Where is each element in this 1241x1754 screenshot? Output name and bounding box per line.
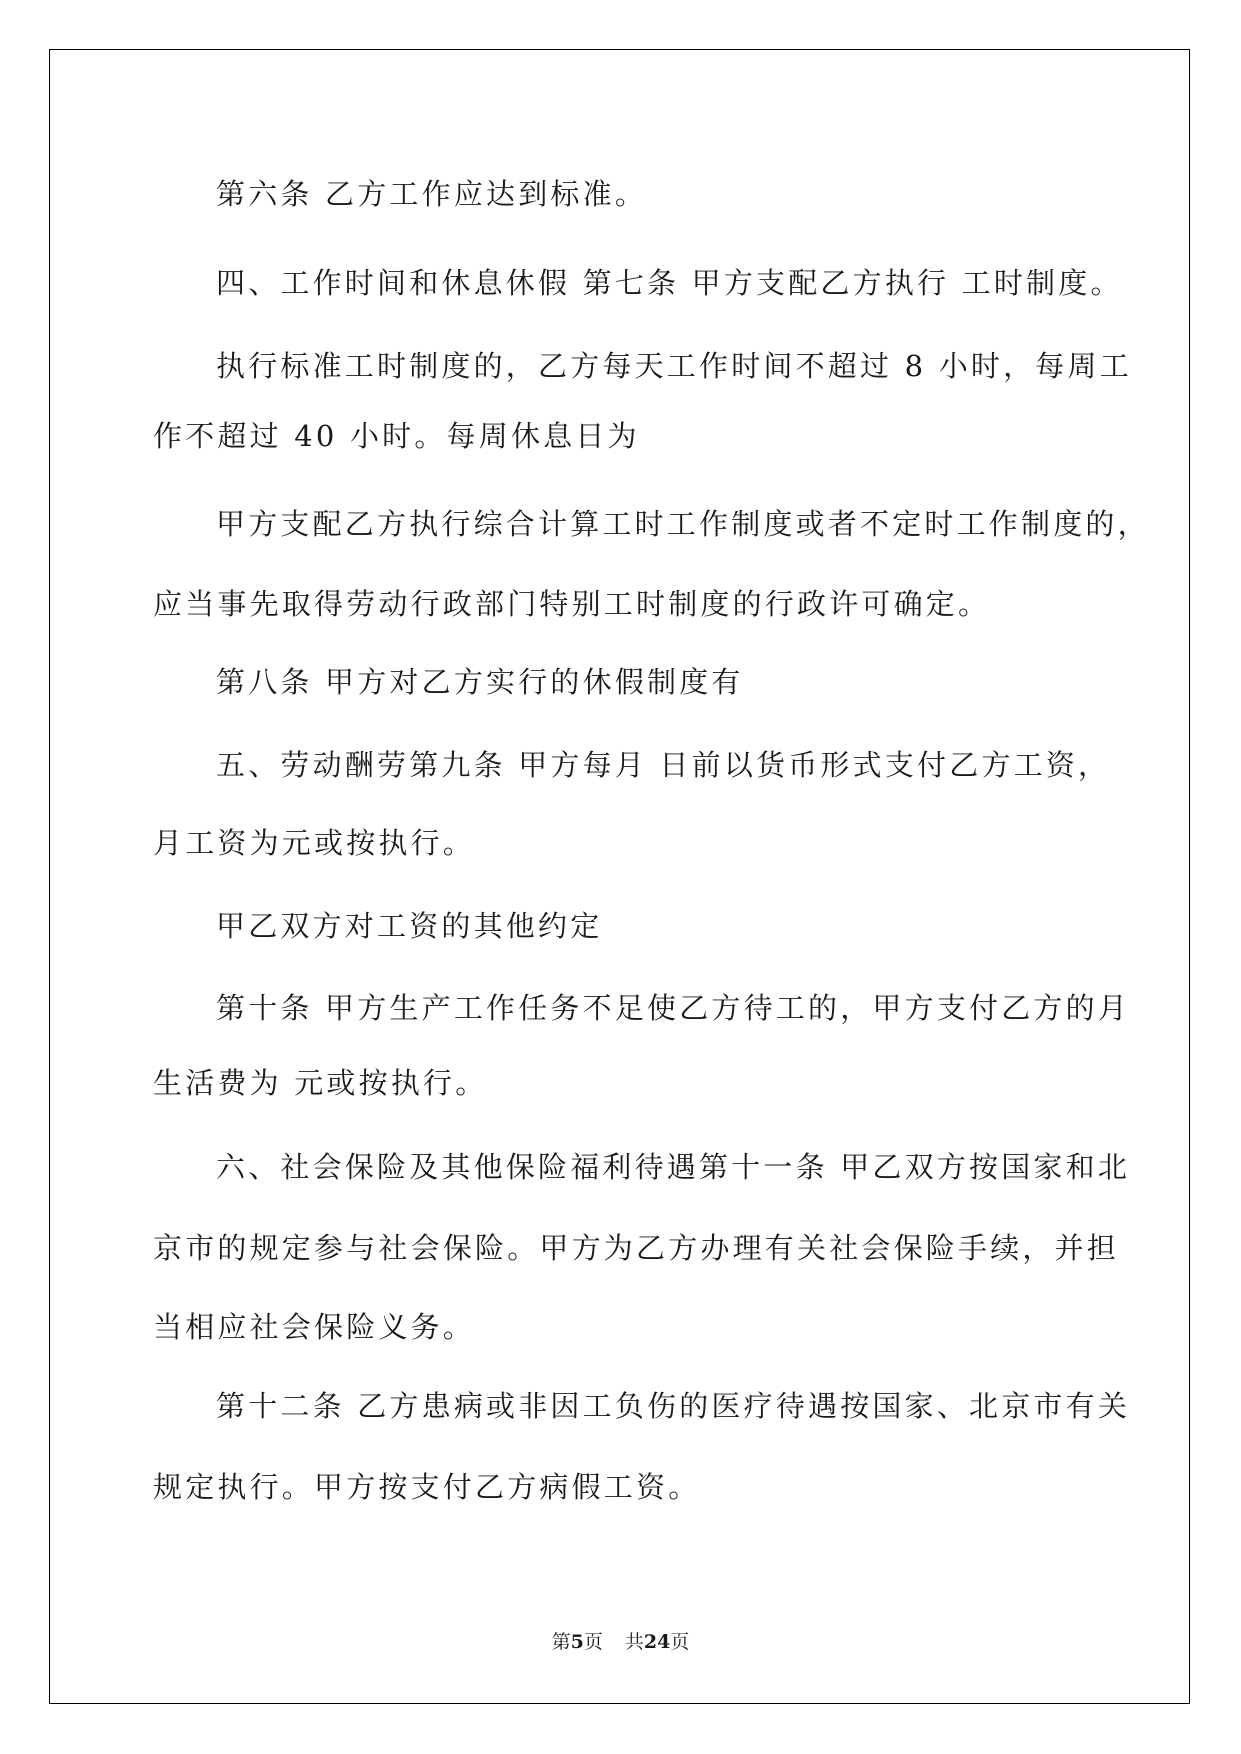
paragraph-line: 四、工作时间和休息休假 第七条 甲方支配乙方执行 工时制度。 (216, 266, 1123, 300)
total-prefix: 共 (624, 1631, 644, 1653)
page-footer (0, 1627, 1241, 1654)
paragraph-line: 甲方支配乙方执行综合计算工时工作制度或者不定时工作制度的， (216, 507, 1150, 541)
paragraph-line: 生活费为 元或按执行。 (153, 1066, 488, 1100)
total-pages: 24 (643, 1631, 671, 1653)
page-suffix: 页 (583, 1631, 603, 1653)
total-suffix: 页 (670, 1631, 690, 1653)
paragraph-line: 规定执行。甲方按支付乙方病假工资。 (153, 1470, 701, 1504)
paragraph-line: 五、劳动酬劳第九条 甲方每月 日前以货币形式支付乙方工资， (216, 748, 1111, 782)
paragraph-line: 作不超过 40 小时。每周休息日为 (153, 419, 640, 453)
paragraph-line: 第八条 甲方对乙方实行的休假制度有 (216, 665, 744, 699)
paragraph-line: 第十二条 乙方患病或非因工负伤的医疗待遇按国家、北京市有关 (216, 1389, 1131, 1423)
page-prefix: 第 (551, 1631, 571, 1653)
paragraph-line: 应当事先取得劳动行政部门特别工时制度的行政许可确定。 (153, 587, 991, 621)
paragraph-line: 第十条 甲方生产工作任务不足使乙方待工的，甲方支付乙方的月 (216, 991, 1131, 1025)
page-number: 5 (570, 1631, 584, 1653)
paragraph-line: 六、社会保险及其他保险福利待遇第十一条 甲乙双方按国家和北 (216, 1150, 1131, 1184)
paragraph-line: 月工资为元或按执行。 (153, 826, 476, 860)
paragraph-line: 当相应社会保险义务。 (153, 1310, 476, 1344)
paragraph-line: 执行标准工时制度的，乙方每天工作时间不超过 8 小时，每周工 (216, 349, 1132, 383)
paragraph-line: 甲乙双方对工资的其他约定 (216, 909, 603, 943)
paragraph-line: 京市的规定参与社会保险。甲方为乙方办理有关社会保险手续，并担 (153, 1231, 1120, 1265)
paragraph-line: 第六条 乙方工作应达到标准。 (216, 177, 648, 211)
